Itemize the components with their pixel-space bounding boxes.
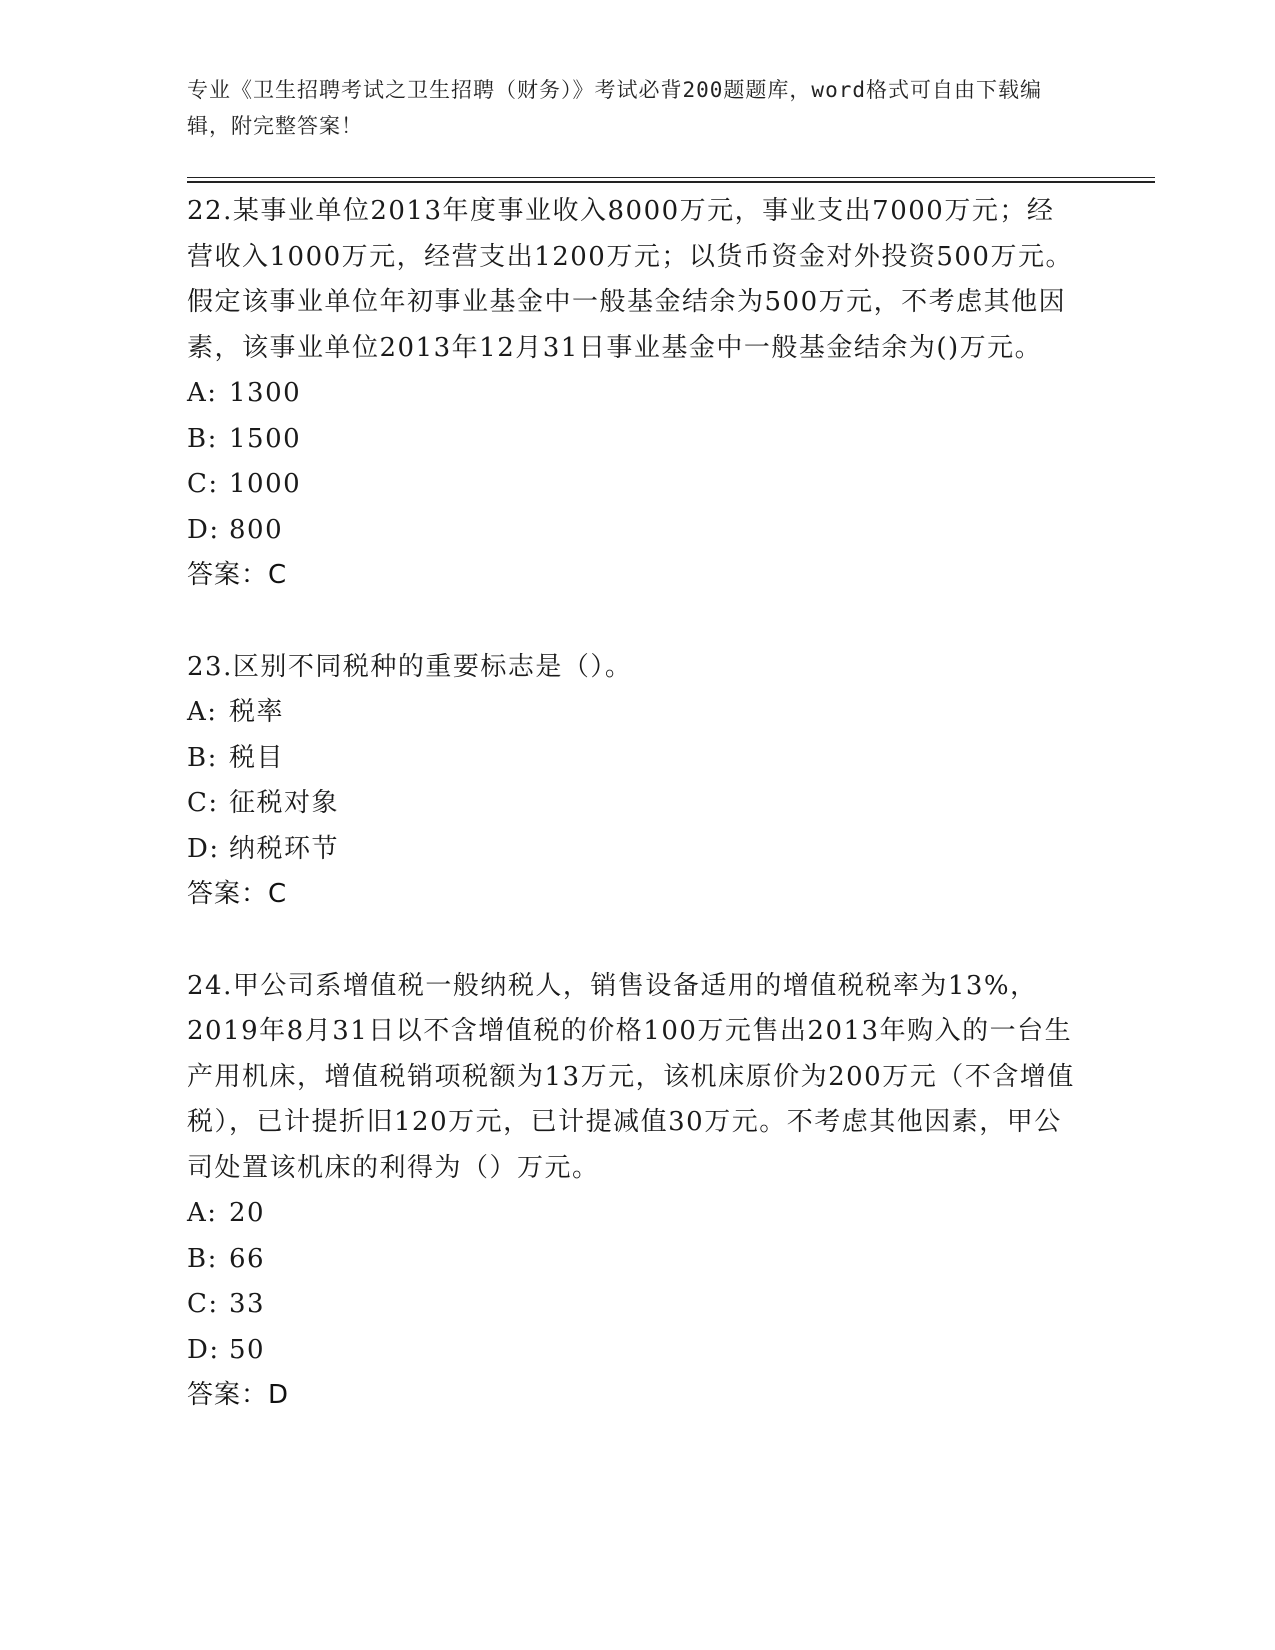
option-value: 33 <box>229 1289 266 1319</box>
option-letter: D: <box>187 1334 220 1365</box>
option-value: 66 <box>229 1243 266 1274</box>
option-b <box>187 1237 1077 1283</box>
option-value: 纳税环节 <box>229 833 340 864</box>
option-letter: C: <box>187 1289 219 1319</box>
option-value: 20 <box>229 1198 266 1228</box>
option-d <box>187 1328 1077 1374</box>
option-c <box>187 462 1077 508</box>
option-letter: D: <box>187 833 220 864</box>
option-letter: C: <box>187 469 219 499</box>
document-intro: 专业《卫生招聘考试之卫生招聘（财务）》考试必背200题题库，word格式可自由下载编辑，附完整答案！ <box>187 78 1042 138</box>
question-text: 22.某事业单位2013年度事业收入8000万元，事业支出7000万元；经营收入1000万元，经营支出1200万元；以货币资金对外投资500万元。假定该事业单位年初事业基金中一般基金结余为500万元，不考虑其他因素，该事业单位2013年12月31日事业基金中一般基金结余为()万元。 <box>187 196 1073 363</box>
option-letter: C: <box>187 788 219 818</box>
header-divider-thin <box>187 177 1155 178</box>
option-c <box>187 781 1077 827</box>
option-a <box>187 371 1077 417</box>
option-letter: A: <box>187 697 218 727</box>
option-b <box>187 417 1077 463</box>
question-23 <box>187 645 1077 918</box>
option-letter: A: <box>187 378 218 408</box>
option-a <box>187 690 1077 736</box>
option-value: 800 <box>229 514 284 545</box>
question-list <box>187 189 1077 1419</box>
option-d <box>187 508 1077 554</box>
answer-line: 答案：C <box>187 560 288 590</box>
question-text: 24.甲公司系增值税一般纳税人，销售设备适用的增值税税率为13%，2019年8月31日以不含增值税的价格100万元售出2013年购入的一台生产用机床，增值税销项税额为13万元，该机床原价为200万元（不含增值税），已计提折旧120万元，已计提减值30万元。不考虑其他因素，甲公司处置该机床的利得为（）万元。 <box>187 970 1075 1183</box>
question-spacer <box>187 918 1077 964</box>
option-value: 税率 <box>229 697 285 727</box>
option-letter: B: <box>187 1243 218 1274</box>
option-value: 50 <box>229 1334 266 1365</box>
option-letter: B: <box>187 742 218 773</box>
option-value: 税目 <box>229 742 285 773</box>
option-value: 征税对象 <box>229 788 340 818</box>
question-22 <box>187 189 1077 599</box>
option-a <box>187 1191 1077 1237</box>
option-c <box>187 1282 1077 1328</box>
option-b <box>187 736 1077 782</box>
question-text: 23.区别不同税种的重要标志是（）。 <box>187 651 633 682</box>
option-letter: D: <box>187 514 220 545</box>
option-d <box>187 827 1077 873</box>
option-letter: A: <box>187 1198 218 1228</box>
answer-line: 答案：C <box>187 879 288 909</box>
answer-line: 答案：D <box>187 1380 290 1410</box>
option-value: 1000 <box>229 469 302 499</box>
option-value: 1500 <box>229 423 302 454</box>
question-spacer <box>187 599 1077 645</box>
header-divider-thick <box>187 181 1155 183</box>
option-letter: B: <box>187 423 218 454</box>
option-value: 1300 <box>229 378 302 408</box>
question-24 <box>187 964 1077 1419</box>
